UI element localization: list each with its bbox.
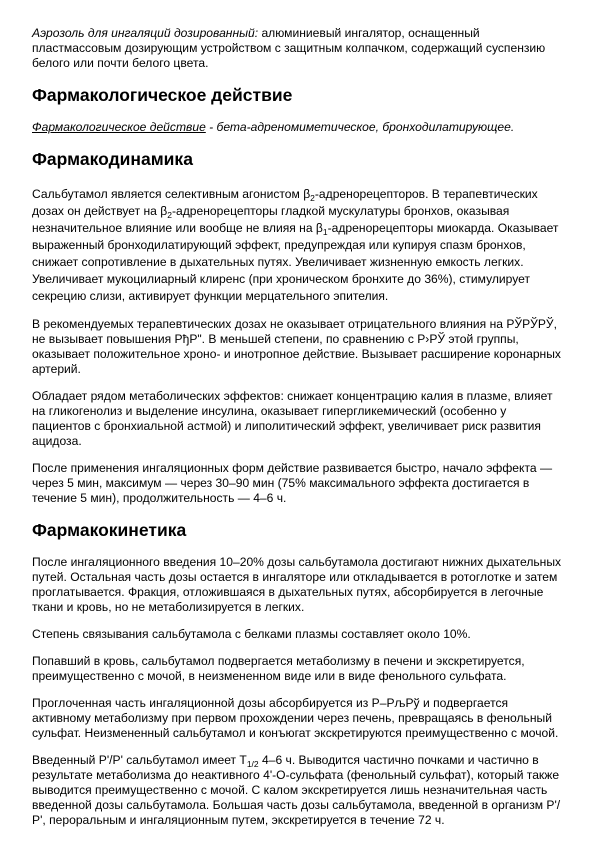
heading-pharmacokinetics: Фармакокинетика: [32, 520, 187, 540]
pd-p1-text-a: Сальбутамол является селективным агонистом β: [32, 187, 311, 201]
pk-paragraph-2: Степень связывания сальбутамола с белками плазмы составляет около 10%.: [32, 627, 471, 641]
pd-p1-text-c: -адренорецепторы гладкой мускулатуры бронхов, оказывая незначительное влияние или вообще не влияя на β: [32, 204, 510, 235]
intro-text: алюминиевый ингалятор, оснащенный пластмассовым дозирующим устройством с защитным колпачком, содержащий суспензию белого или почти белого цвета.: [32, 26, 546, 70]
pd-paragraph-1: [32, 186, 562, 305]
pd-p1-text-b: -адренорецепторов. В терапевтических дозах он действует на β: [32, 187, 538, 218]
pd-p1-text-e: Оказывает выраженный бронходилатирующий эффект, предупреждая или купируя спазм бронхов, снижает сопротивление в дыхательных путях. Увеличивает жизненную емкость легких. Увеличивает мукоцилиарный клиренс (при хроническом бронхите до 36%), стимулирует секрецию слизи, активирует функции мерцательного эпителия.: [32, 221, 559, 303]
pd-p1-text-d: -адренорецепторы миокарда.: [327, 221, 495, 235]
pk-paragraph-3: Попавший в кровь, сальбутамол подвергается метаболизму в печени и экскретируется, преимущественно с мочой, в неизмененном виде или в виде фенольного сульфата.: [32, 654, 525, 683]
pd-p1-sub-3: 1: [322, 227, 328, 237]
pk-p5-text-a: Введенный Р'/Р' сальбутамол имеет T: [32, 753, 247, 767]
pk-paragraph-1: После ингаляционного введения 10–20% дозы сальбутамола достигают нижних дыхательных путей. Остальная часть дозы остается в ингаляторе или откладывается в ротоглотке и затем проглатывается. Фракция, отложившаяся в дыхательных путях, абсорбируется в легочные ткани и кровь, но не метаболизируется в легких.: [32, 555, 562, 614]
intro-paragraph: [32, 26, 562, 71]
document-page: [32, 26, 562, 828]
pd-paragraph-4: После применения ингаляционных форм действие развивается быстро, начало эффекта — через 5 мин, максимум — через 30–90 мин (75% максимального эффекта достигается в течение 5 мин), продолжительность — 4–6 ч.: [32, 461, 553, 505]
pharm-action-text: - бета-адреномиметическое, бронходилатирующее.: [205, 120, 515, 134]
pd-p1-sub-2: 2: [167, 210, 172, 220]
pk-paragraph-4: Проглоченная часть ингаляционной дозы абсорбируется из Р–РљРў и подвергается активному метаболизму при первом прохождении через печень, превращаясь в фенольный сульфат. Неизмененный сальбутамол и конъюгат экскретируются преимущественно с мочой.: [32, 696, 559, 740]
pd-paragraph-2: В рекомендуемых терапевтических дозах не оказывает отрицательного влияния на РЎРЎРЎ, не вызывает повышения РђР". В меньшей степени, по сравнению с Р›РЎ этой группы, оказывает положительное хроно- и инотропное действие. Вызывает расширение коронарных артерий.: [32, 317, 561, 376]
pharm-action-label: Фармакологическое действие: [32, 120, 206, 134]
pk-p5-text-b: 4–6 ч. Выводится частично почками и частично в результате метаболизма до неактивного 4'-О-сульфата (фенольный сульфат), который также выводится преимущественно с мочой. С калом экскретируется лишь незначительная часть введенной дозы сальбутамола. Большая часть дозы сальбутамола, введенной в организм Р'/Р', пероральным и ингаляционным путем, экскретируется в течение 72 ч.: [32, 753, 561, 827]
pk-p5-sub: 1/2: [246, 759, 259, 769]
pharm-action-paragraph: [32, 120, 562, 135]
heading-pharm-action: Фармакологическое действие: [32, 85, 293, 105]
pd-p1-sub-1: 2: [310, 193, 315, 203]
pk-paragraph-5: [32, 753, 562, 828]
intro-label: Аэрозоль для ингаляций дозированный:: [32, 26, 259, 40]
heading-pharmacodynamics: Фармакодинамика: [32, 149, 193, 169]
pd-paragraph-3: Обладает рядом метаболических эффектов: снижает концентрацию калия в плазме, влияет на гликогенолиз и выделение инсулина, оказывает гипергликемический (особенно у пациентов с бронхиальной астмой) и липолитический эффект, увеличивает риск развития ацидоза.: [32, 389, 553, 448]
